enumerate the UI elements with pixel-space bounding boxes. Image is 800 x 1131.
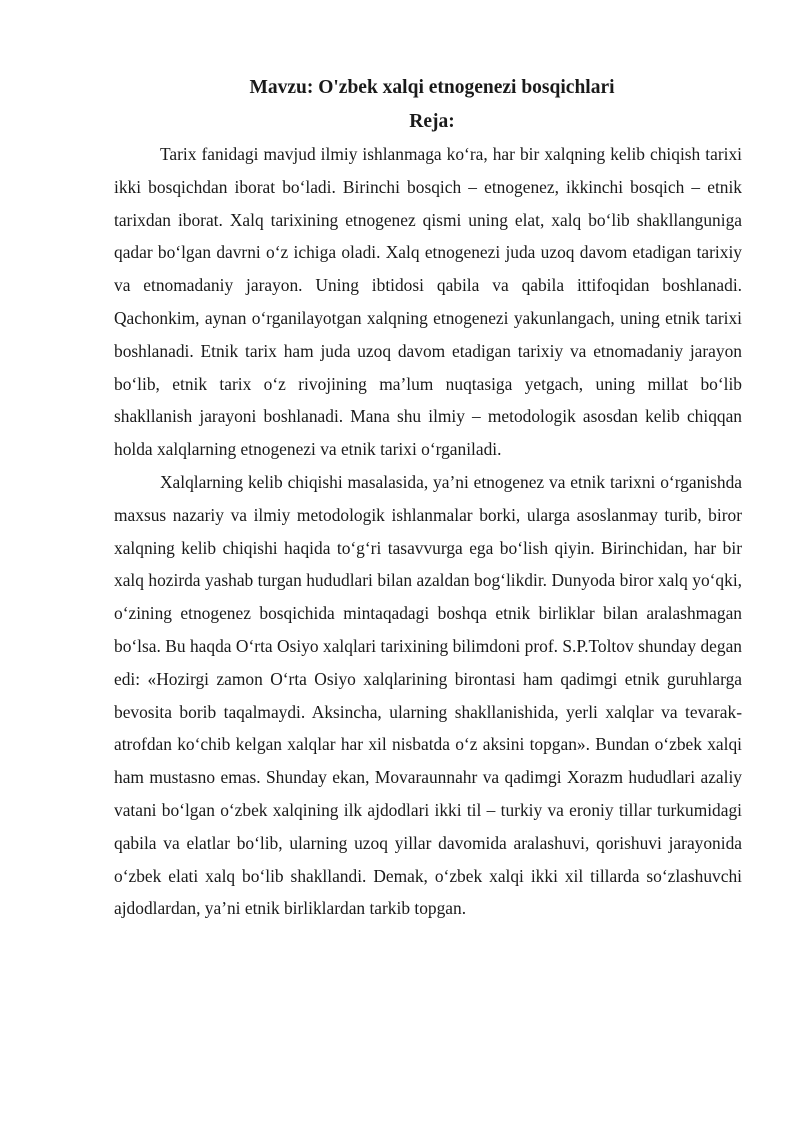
plan-heading: Reja:	[409, 111, 455, 132]
document-title: Mavzu: O'zbek xalqi etnogenezi bosqichlari	[249, 77, 615, 98]
body-paragraph-1: Tarix fanidagi mavjud ilmiy ishlanmaga ko‘ra, har bir xalqning kelib chiqish tarixi ikki bosqichdan iborat bo‘ladi. Birinchi bosqich – etnogenez, ikkinchi bosqich – etnik tarixdan iborat. Xalq tarixining etnogenez qismi uning elat, xalq bo‘lib shakllanguniga qadar bo‘lgan davrni o‘z ichiga oladi. Xalq etnogenezi juda uzoq davom etadigan tarixiy va etnomadaniy jarayon. Uning ibtidosi qabila va qabila ittifoqidan boshlanadi. Qachonkim, aynan o‘rganilayotgan xalqning etnogenezi yakunlangach, uning etnik tarixi boshlanadi. Etnik tarix ham juda uzoq davom etadigan tarixiy va etnomadaniy jarayon bo‘lib, etnik tarix o‘z rivojining ma’lum nuqtasiga yetgach, uning millat bo‘lib shakllanish jarayoni boshlanadi. Mana shu ilmiy – metodologik asosdan kelib chiqqan holda xalqlarning etnogenezi va etnik tarixi o‘rganiladi.	[114, 144, 742, 460]
body-paragraph-2: Xalqlarning kelib chiqishi masalasida, ya’ni etnogenez va etnik tarixni o‘rganishda maxsus nazariy va ilmiy metodologik ishlanmalar borki, ularga asoslanmay turib, biror xalqning kelib chiqishi haqida to‘g‘ri tasavvurga ega bo‘lish qiyin. Birinchidan, har bir xalq hozirda yashab turgan hududlari bilan azaldan bog‘likdir. Dunyoda biror xalq yo‘qki, o‘zining etnogenez bosqichida mintaqadagi boshqa etnik birliklar bilan aralashmagan bo‘lsa. Bu haqda O‘rta Osiyo xalqlari tarixining bilimdoni prof. S.P.Toltov shunday degan edi: «Hozirgi zamon O‘rta Osiyo xalqlarining birontasi ham qadimgi etnik guruhlarga bevosita borib taqalmaydi. Aksincha, ularning shakllanishida, yerli xalqlar va tevarak-atrofdan ko‘chib kelgan xalqlar har xil nisbatda o‘z aksini topgan». Bundan o‘zbek xalqi ham mustasno emas. Shunday ekan, Movaraunnahr va qadimgi Xorazm hududlari azaliy vatani bo‘lgan o‘zbek xalqining ilk ajdodlari ikki til – turkiy va eroniy tillar turkumidagi qabila va elatlar bo‘lib, ularning uzoq yillar davomida aralashuvi, qorishuvi jarayonida o‘zbek elati xalq bo‘lib shakllandi. Demak, o‘zbek xalqi ikki xil tillarda so‘zlashuvchi ajdodlardan, ya’ni etnik birliklardan tarkib topgan.	[114, 471, 742, 919]
document-page	[114, 72, 742, 925]
